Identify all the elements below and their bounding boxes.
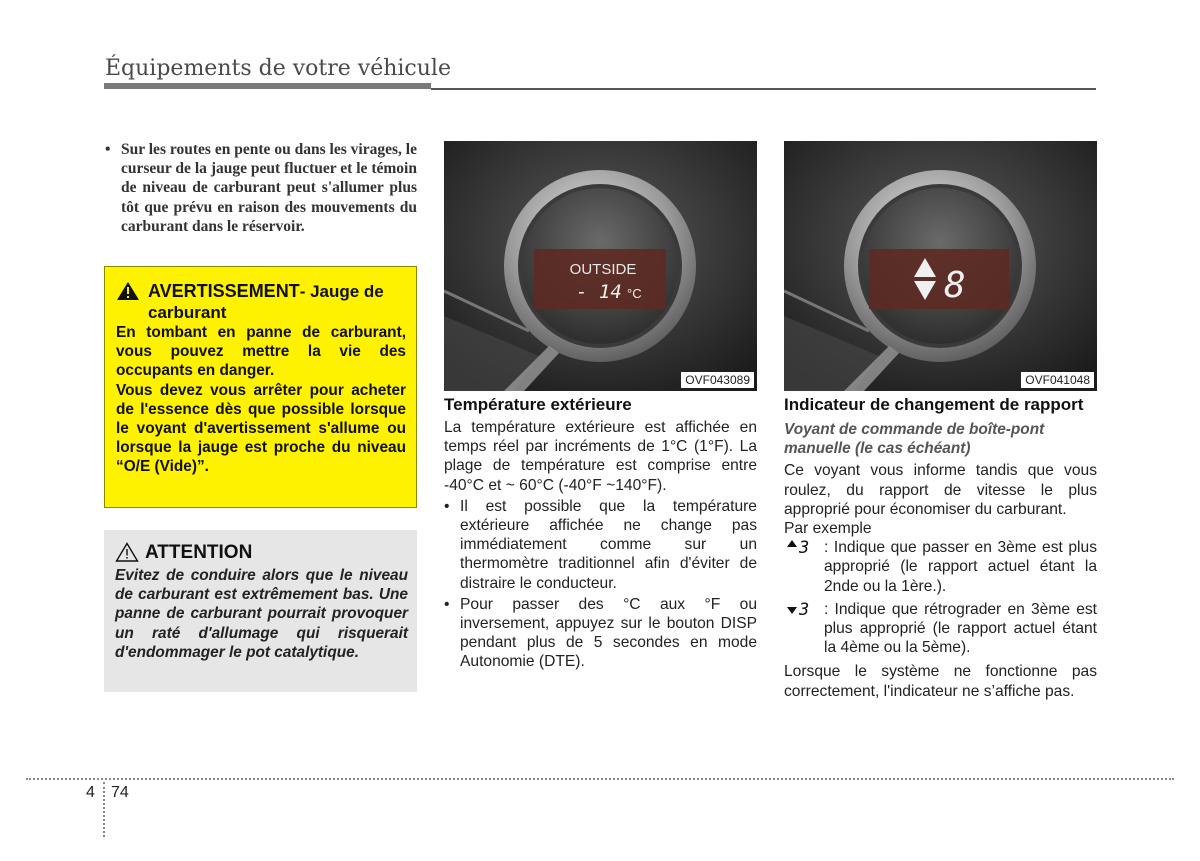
shift-down-arrow-icon — [787, 607, 797, 614]
shift-up-symbol — [786, 536, 822, 558]
shift-up-arrow-icon — [787, 540, 797, 547]
attention-title-text: ATTENTION — [145, 542, 253, 563]
outside-temp-paragraph: La température extérieure est affichée en temps réel par incréments de 1°C (1°F). La plage de température est comprise entre -40°C et ~ 60°C (-40°F ~140°F). — [444, 419, 757, 494]
section-subheading: Voyant de commande de boîte-pont manuelle (le cas échéant) — [784, 421, 1045, 458]
example-label: Par exemple — [784, 520, 872, 538]
display-value: - 14 — [576, 281, 622, 303]
outside-temp-display-illustration — [444, 141, 757, 391]
photo-code: OVF041048 — [1021, 372, 1094, 388]
warning-body — [116, 323, 406, 477]
list-item-text: Il est possible que la température extérieure affichée ne change pas immédiatement comme sur un thermomètre traditionnel afin d'éviter de distraire le conducteur. — [460, 497, 757, 592]
warning-title — [116, 281, 406, 323]
page-number: 74 — [111, 784, 129, 801]
shift-down-symbol — [786, 598, 822, 620]
shift-up-digit: 3 — [799, 538, 810, 559]
fuel-gauge-note — [105, 140, 417, 236]
gear-indicator-illustration — [784, 141, 1097, 391]
malfunction-paragraph: Lorsque le système ne fonctionne pas correctement, l'indicateur ne s’affiche pas. — [784, 663, 1097, 700]
display-unit: °C — [627, 286, 642, 301]
header-rule-thin — [431, 88, 1096, 90]
bullet-dot: • — [444, 595, 450, 613]
shift-down-text: : Indique que rétrograder en 3ème est plus approprié (le rapport actuel étant la 4ème ou la 5ème). — [824, 600, 1097, 657]
list-item-text: Pour passer des °C aux °F ou inversement, appuyez sur le bouton DISP pendant plus de 5 secondes en mode Autonomie (DTE). — [460, 595, 757, 671]
gear-down-row — [784, 600, 1097, 658]
attention-body: Evitez de conduire alors que le niveau de carburant est extrêmement bas. Une panne de carburant pourrait provoquer un raté d'allumage qui risquerait d'endommager le pot catalytique. — [115, 567, 408, 661]
bullet-dot: • — [105, 141, 111, 158]
shift-up-text: : Indique que passer en 3ème est plus approprié (le rapport actuel étant la 2nde ou la 1ère.). — [824, 539, 1097, 595]
footer-vertical-divider — [103, 782, 105, 837]
warning-subtitle: - Jauge de carburant — [148, 282, 384, 322]
attention-box — [104, 530, 417, 692]
warning-triangle-icon — [116, 281, 140, 301]
attention-title — [115, 540, 408, 566]
gear-up-row — [784, 538, 1097, 596]
gear-indicator-paragraph: Ce voyant vous informe tandis que vous roulez, du rapport de vitesse le plus approprié pour économiser du carburant. — [784, 462, 1097, 518]
gear-indicator-photo — [784, 141, 1097, 391]
footer-divider — [26, 778, 1174, 780]
gear-indicator-section — [784, 395, 1097, 701]
warning-para-1: En tombant en panne de carburant, vous pouvez mettre la vie des occupants en danger. — [116, 324, 406, 380]
header-rule-thick — [104, 83, 431, 89]
list-item — [444, 595, 757, 672]
page-header-title: Équipements de votre véhicule — [105, 56, 451, 81]
outside-temp-section — [444, 395, 757, 672]
section-heading: Température extérieure — [444, 395, 632, 414]
gear-digit: 8 — [944, 265, 966, 306]
warning-title-text: AVERTISSEMENT — [148, 281, 300, 301]
section-heading: Indicateur de changement de rapport — [784, 395, 1084, 414]
bullet-dot: • — [444, 497, 450, 515]
photo-code: OVF043089 — [681, 372, 754, 388]
chapter-number: 4 — [86, 784, 95, 801]
fuel-gauge-note-text: Sur les routes en pente ou dans les virages, le curseur de la jauge peut fluctuer et le témoin de niveau de carburant peut s'allumer plus tôt que prévu en raison des mouvements du carburant dans le réservoir. — [121, 141, 417, 235]
warning-para-2: Vous devez vous arrêter pour acheter de l'essence dès que possible lorsque le voyant d'avertissement s'allume ou lorsque la jauge est proche du niveau “O/E (Vide)”. — [116, 381, 406, 476]
caution-triangle-icon — [115, 542, 139, 562]
warning-box — [104, 266, 417, 508]
shift-down-digit: 3 — [799, 599, 810, 620]
list-item — [444, 497, 757, 593]
display-label: OUTSIDE — [569, 261, 637, 278]
outside-temp-photo — [444, 141, 757, 391]
